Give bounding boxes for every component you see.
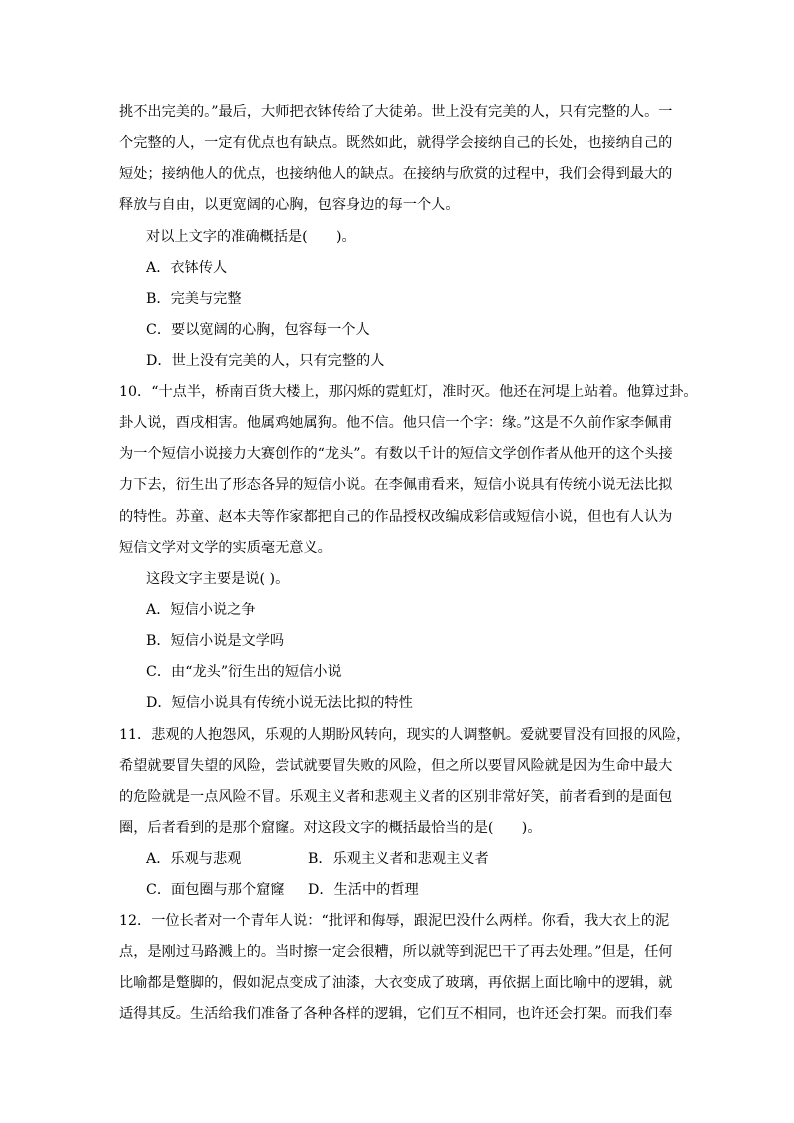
question-12-line-3: 比喻都是蹩脚的，假如泥点变成了油漆，大衣变成了玻璃，再依据上面比喻中的逻辑，就 xyxy=(119,975,673,991)
question-10-option-d: D．短信小说具有传统小说无法比拟的特性 xyxy=(146,695,413,711)
question-12-line-4: 适得其反。生活给我们准备了各种各样的逻辑，它们互不相同，也许还会打架。而我们奉 xyxy=(119,1006,673,1022)
question-9-stem: 对以上文字的准确概括是( )。 xyxy=(146,229,356,245)
question-11-option-c: C．面包圈与那个窟窿 xyxy=(146,882,285,898)
question-11-line-1: 11．悲观的人抱怨风，乐观的人期盼风转向，现实的人调整帆。爱就要冒没有回报的风险， xyxy=(119,727,691,743)
question-12-line-1: 12．一位长者对一个青年人说：“批评和侮辱，跟泥巴没什么两样。你看，我大衣上的泥 xyxy=(119,913,670,929)
passage-9-line-1: 挑不出完美的。”最后，大师把衣钵传给了大徒弟。世上没有完美的人，只有完整的人。一 xyxy=(119,104,673,120)
question-10-line-2: 卦人说，酉戌相害。他属鸡她属狗。他不信。他只信一个字：缘。”这是不久前作家李佩甫 xyxy=(119,415,673,431)
passage-9-line-4: 释放与自由，以更宽阔的心胸，包容身边的每一个人。 xyxy=(119,197,460,213)
question-11-option-a: A．乐观与悲观 xyxy=(146,851,242,867)
question-10-line-5: 的特性。苏童、赵本夫等作家都把自己的作品授权改编成彩信或短信小说，但也有人认为 xyxy=(119,509,673,525)
question-9-option-b: B．完美与完整 xyxy=(146,291,242,307)
passage-9-line-3: 短处；接纳他人的优点，也接纳他人的缺点。在接纳与欣赏的过程中，我们会得到最大的 xyxy=(119,166,673,182)
question-10-line-3: 为一个短信小说接力大赛创作的“龙头”。有数以千计的短信文学创作者从他开的这个头接 xyxy=(119,446,673,462)
question-10-option-b: B．短信小说是文学吗 xyxy=(146,633,285,649)
question-10-line-1: 10．“十点半，桥南百货大楼上，那闪烁的霓虹灯，准时灭。他还在河堤上站着。他算过卦。 xyxy=(119,384,698,400)
question-9-option-c: C．要以宽阔的心胸，包容每一个人 xyxy=(146,322,370,338)
question-11-option-b: B．乐观主义者和悲观主义者 xyxy=(308,851,489,867)
passage-9-line-2: 个完整的人，一定有优点也有缺点。既然如此，就得学会接纳自己的长处，也接纳自己的 xyxy=(119,135,673,151)
question-10-option-a: A．短信小说之争 xyxy=(146,602,256,618)
question-11-line-4: 圈，后者看到的是那个窟窿。对这段文字的概括最恰当的是( )。 xyxy=(119,820,542,836)
question-9-option-a: A．衣钵传人 xyxy=(146,260,228,276)
question-10-line-6: 短信文学对文学的实质毫无意义。 xyxy=(119,540,332,556)
question-10-line-4: 力下去，衍生出了形态各异的短信小说。在李佩甫看来，短信小说具有传统小说无法比拟 xyxy=(119,477,673,493)
question-11-option-d: D．生活中的哲理 xyxy=(308,882,419,898)
question-10-option-c: C．由“龙头”衍生出的短信小说 xyxy=(146,664,342,680)
question-9-option-d: D．世上没有完美的人，只有完整的人 xyxy=(146,353,385,369)
question-11-line-3: 的危险就是一点风险不冒。乐观主义者和悲观主义者的区别非常好笑，前者看到的是面包 xyxy=(119,789,673,805)
question-10-stem: 这段文字主要是说( )。 xyxy=(146,571,290,587)
question-12-line-2: 点，是刚过马路溅上的。当时擦一定会很糟，所以就等到泥巴干了再去处理。”但是，任何 xyxy=(119,944,673,960)
question-11-line-2: 希望就要冒失望的风险，尝试就要冒失败的风险，但之所以要冒风险就是因为生命中最大 xyxy=(119,758,673,774)
